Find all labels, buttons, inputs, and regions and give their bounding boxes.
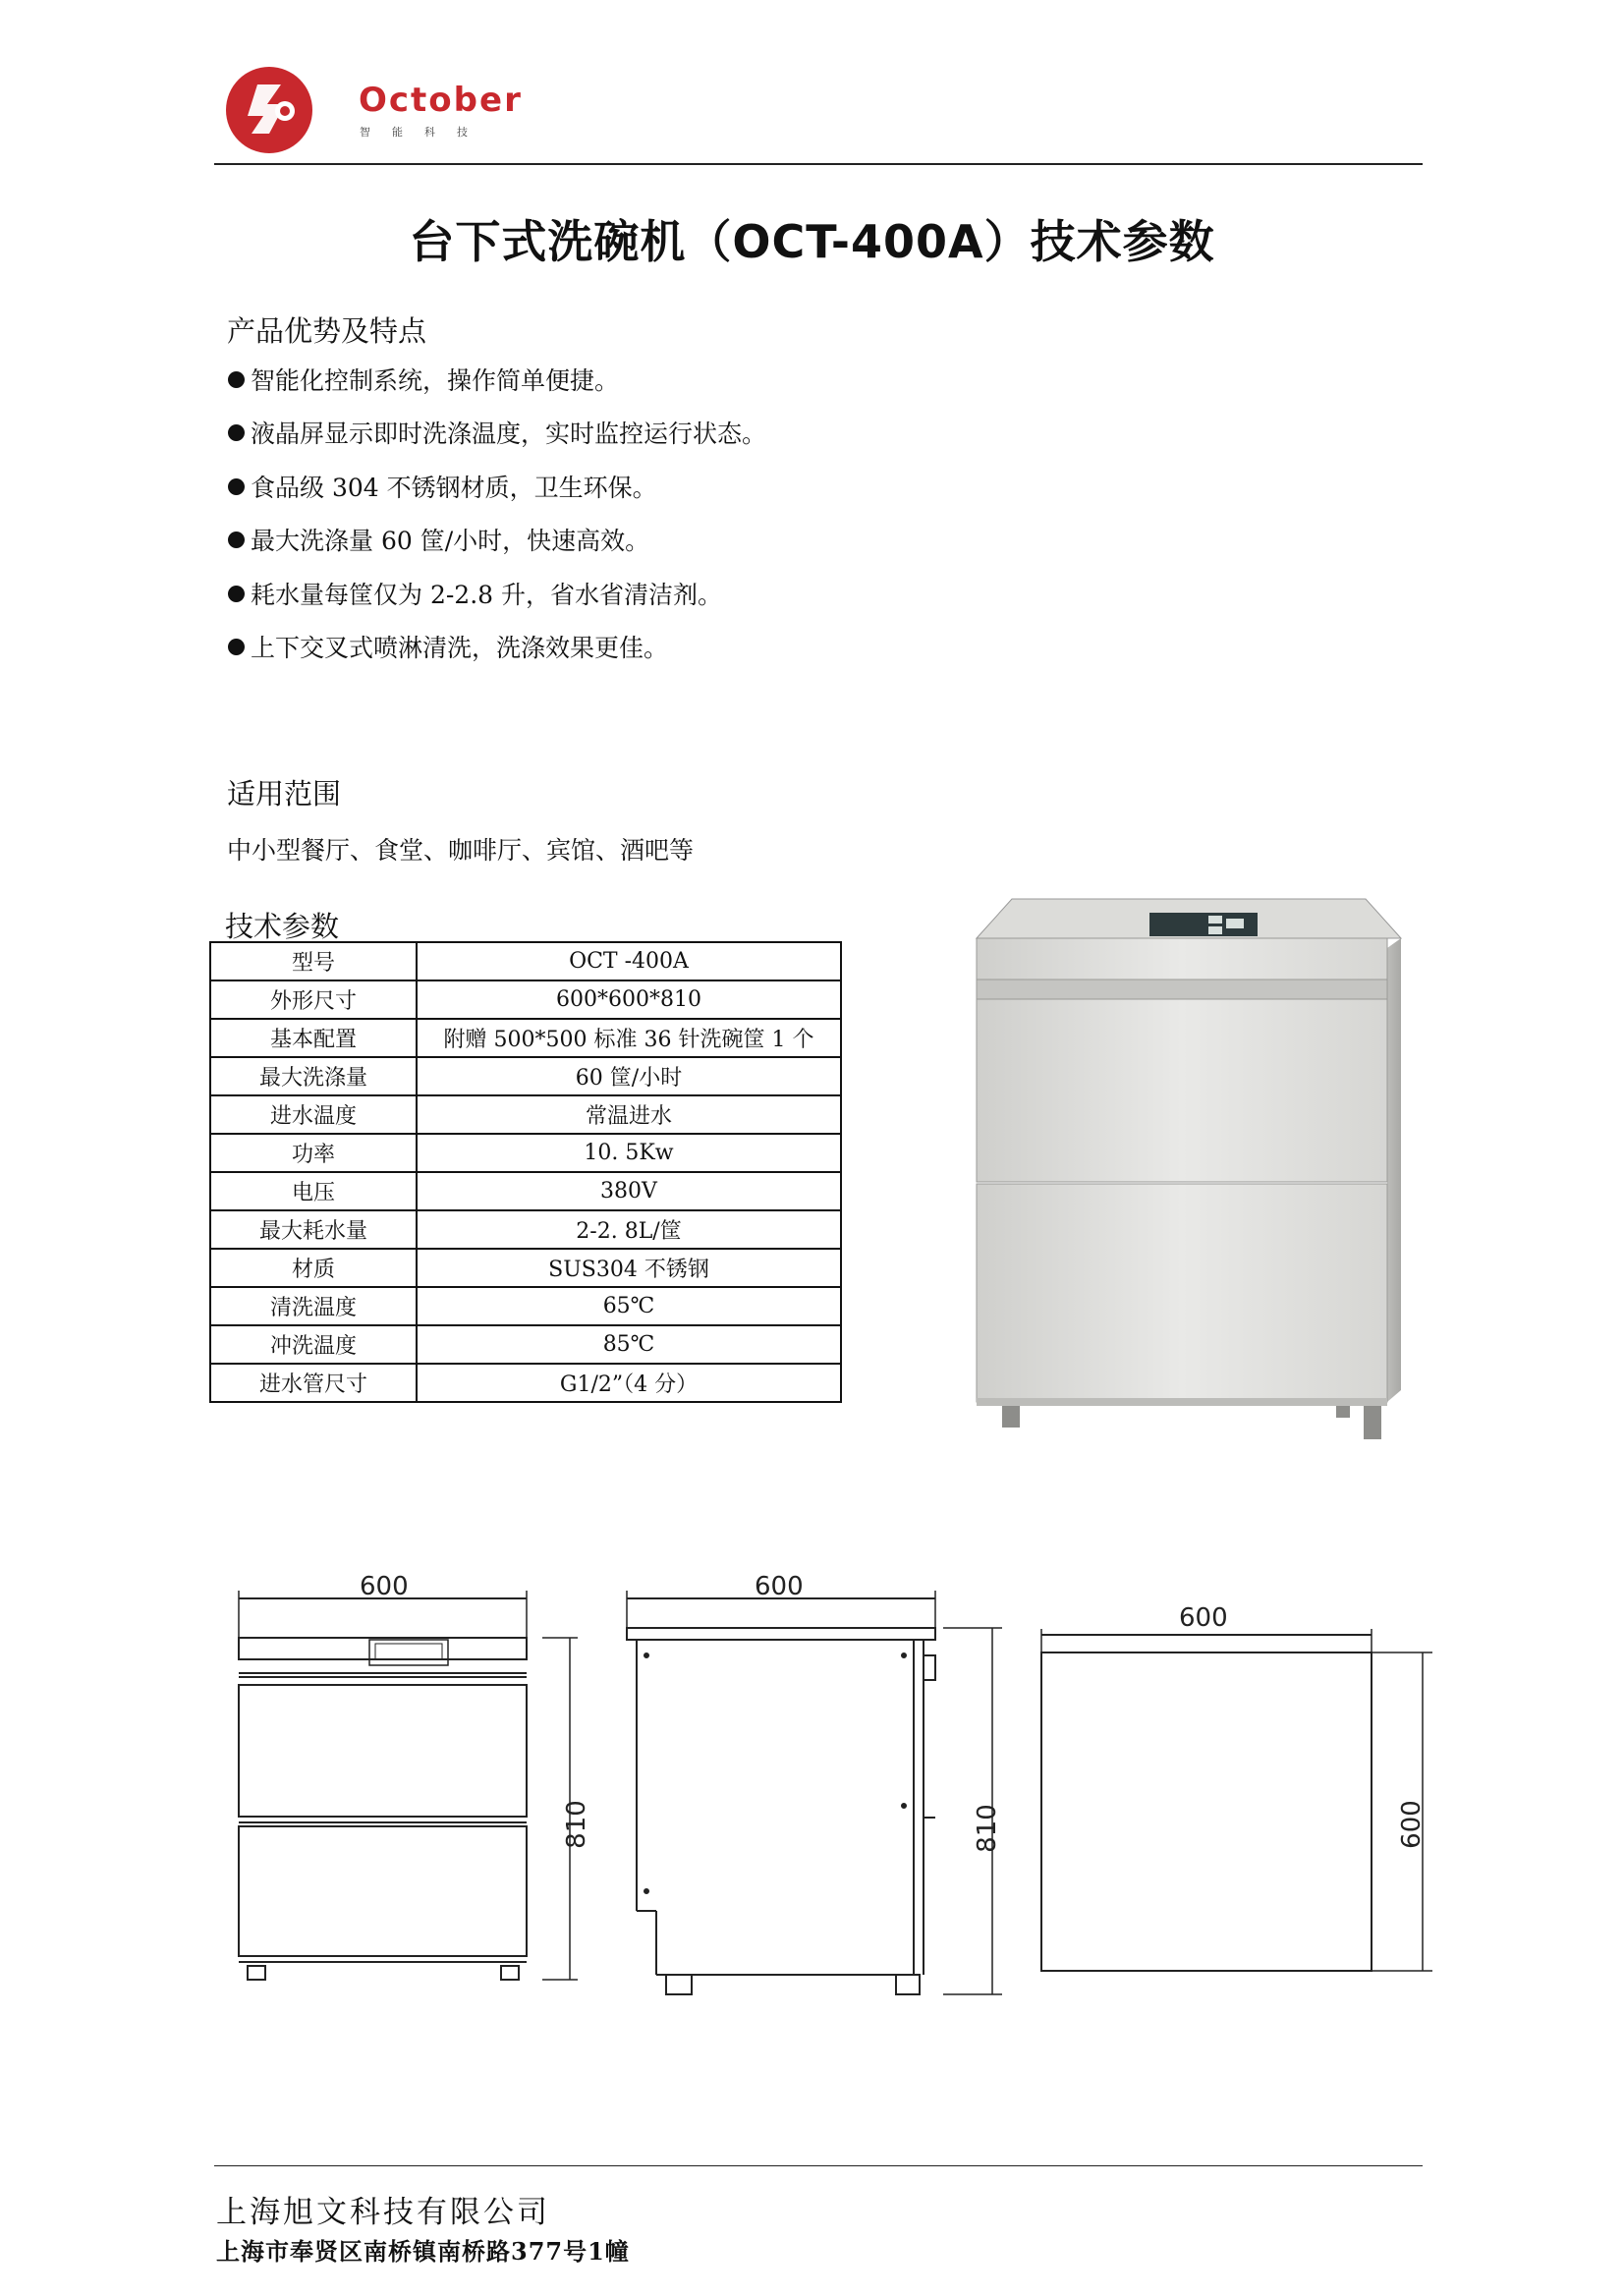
table-row bbox=[210, 1325, 841, 1364]
feature-item: 上下交叉式喷淋清洗，洗涤效果更佳。 bbox=[228, 629, 668, 664]
feature-item: 智能化控制系统，操作简单便捷。 bbox=[228, 362, 619, 397]
features-heading: 产品优势及特点 bbox=[227, 314, 427, 348]
feature-item: 最大洗涤量 60 筐/小时，快速高效。 bbox=[228, 522, 649, 557]
company-address: 上海市奉贤区南桥镇南桥路377号1幢 bbox=[216, 2237, 630, 2266]
spec-label: 电压 bbox=[210, 1172, 417, 1210]
table-row bbox=[210, 1134, 841, 1172]
bullet-icon bbox=[228, 424, 245, 441]
spec-value: 10. 5Kw bbox=[417, 1134, 841, 1172]
spec-value: OCT -400A bbox=[417, 942, 841, 980]
bullet-icon bbox=[228, 371, 245, 388]
product-photo bbox=[963, 889, 1415, 1449]
spec-value: 600*600*810 bbox=[417, 980, 841, 1019]
specs-table bbox=[209, 941, 842, 1403]
scope-heading: 适用范围 bbox=[227, 777, 342, 811]
side-height-label: 810 bbox=[972, 1804, 1002, 1853]
logo bbox=[224, 65, 314, 155]
table-row bbox=[210, 1364, 841, 1402]
spec-label: 型号 bbox=[210, 942, 417, 980]
spec-value: SUS304 不锈钢 bbox=[417, 1249, 841, 1287]
top-depth-label: 600 bbox=[1396, 1800, 1427, 1849]
spec-label: 最大耗水量 bbox=[210, 1210, 417, 1249]
footer-divider bbox=[214, 2165, 1423, 2166]
logo-mark-icon bbox=[224, 65, 314, 155]
spec-label: 冲洗温度 bbox=[210, 1325, 417, 1364]
bullet-icon bbox=[228, 639, 245, 655]
spec-value: 380V bbox=[417, 1172, 841, 1210]
table-row bbox=[210, 1249, 841, 1287]
feature-item: 液晶屏显示即时洗涤温度，实时监控运行状态。 bbox=[228, 415, 766, 450]
table-row bbox=[210, 1095, 841, 1134]
table-row bbox=[210, 1019, 841, 1057]
front-width-label: 600 bbox=[360, 1572, 409, 1601]
table-row bbox=[210, 1287, 841, 1325]
table-row bbox=[210, 1210, 841, 1249]
top-width-label: 600 bbox=[1179, 1603, 1228, 1633]
spec-label: 外形尺寸 bbox=[210, 980, 417, 1019]
table-row bbox=[210, 980, 841, 1019]
table-row bbox=[210, 1057, 841, 1095]
header-divider bbox=[214, 163, 1423, 165]
spec-value: 85℃ bbox=[417, 1325, 841, 1364]
spec-label: 进水温度 bbox=[210, 1095, 417, 1134]
spec-value: 2-2. 8L/筐 bbox=[417, 1210, 841, 1249]
bullet-icon bbox=[228, 532, 245, 548]
brand-name: October bbox=[359, 81, 523, 120]
page-title: 台下式洗碗机（OCT-400A）技术参数 bbox=[409, 215, 1215, 268]
spec-label: 进水管尺寸 bbox=[210, 1364, 417, 1402]
front-view-drawing bbox=[226, 1587, 599, 2039]
top-view-drawing bbox=[1032, 1611, 1444, 2004]
spec-value: 60 筐/小时 bbox=[417, 1057, 841, 1095]
table-row bbox=[210, 942, 841, 980]
spec-value: G1/2”（4 分） bbox=[417, 1364, 841, 1402]
brand-tagline: 智能科技 bbox=[360, 126, 489, 139]
spec-label: 清洗温度 bbox=[210, 1287, 417, 1325]
specs-heading: 技术参数 bbox=[225, 910, 340, 943]
table-row bbox=[210, 1172, 841, 1210]
feature-item: 耗水量每筐仅为 2-2.8 升，省水省清洁剂。 bbox=[228, 576, 722, 611]
feature-item: 食品级 304 不锈钢材质，卫生环保。 bbox=[228, 469, 657, 504]
spec-label: 功率 bbox=[210, 1134, 417, 1172]
spec-label: 基本配置 bbox=[210, 1019, 417, 1057]
spec-value: 65℃ bbox=[417, 1287, 841, 1325]
bullet-icon bbox=[228, 586, 245, 602]
bullet-icon bbox=[228, 478, 245, 495]
spec-label: 材质 bbox=[210, 1249, 417, 1287]
spec-value: 附赠 500*500 标准 36 针洗碗筐 1 个 bbox=[417, 1019, 841, 1057]
spec-value: 常温进水 bbox=[417, 1095, 841, 1134]
side-view-drawing bbox=[619, 1587, 1012, 2039]
front-height-label: 810 bbox=[561, 1800, 591, 1849]
scope-text: 中小型餐厅、食堂、咖啡厅、宾馆、酒吧等 bbox=[227, 836, 695, 865]
company-name: 上海旭文科技有限公司 bbox=[216, 2195, 550, 2230]
spec-label: 最大洗涤量 bbox=[210, 1057, 417, 1095]
side-depth-label: 600 bbox=[755, 1572, 804, 1601]
